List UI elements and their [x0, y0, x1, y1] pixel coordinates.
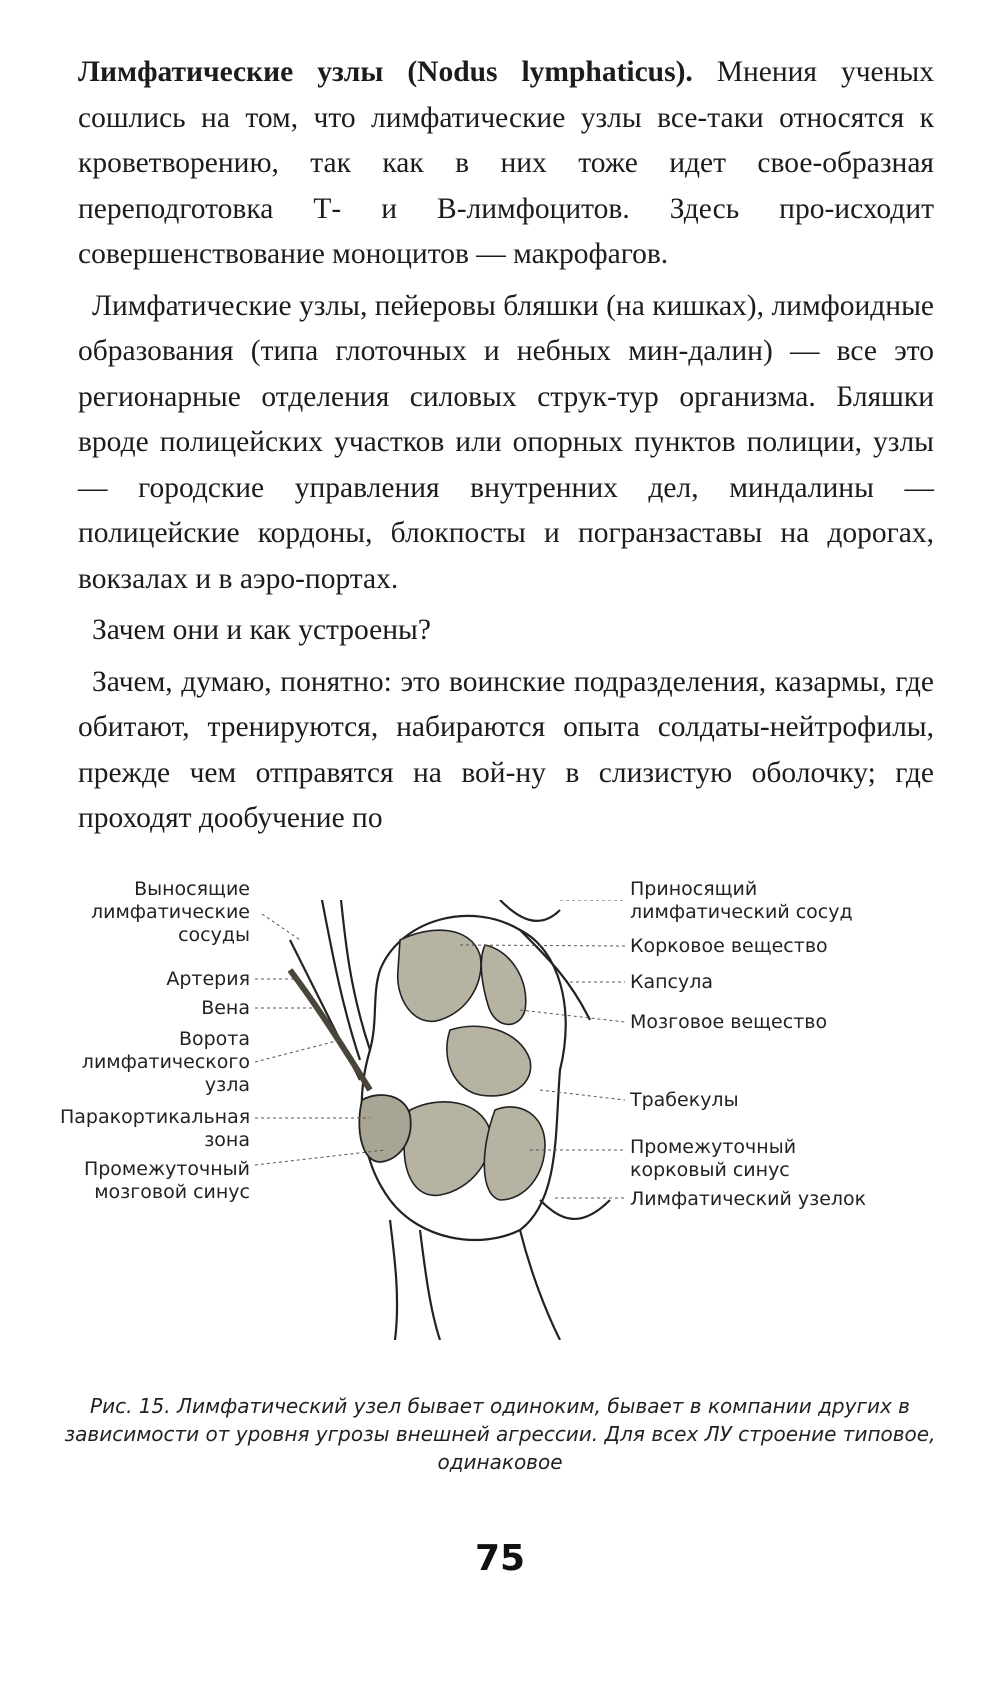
artery-vein-band — [290, 970, 370, 1090]
leader-line-medulla — [520, 1010, 625, 1022]
paragraph-2: Лимфатические узлы, пейеровы бляшки (на кишках), лимфоидные образования (типа глоточных и небных мин-далин) — все это регионарные отделения силовых струк-тур организма. Бляшки вроде полицейских участков или опорных пунктов полиции, узлы — городские управления внутренних дел, миндалины — полицейские кордоны, блокпосты и погранзаставы на дорогах, вокзалах и в аэро-портах. — [78, 289, 934, 595]
afferent-vessel-line — [500, 900, 560, 921]
label-hilum: Ворота лимфатического узла — [81, 1028, 250, 1096]
medulla-lobe — [484, 1107, 545, 1200]
leader-line-hilum — [255, 1040, 340, 1062]
page-number: 75 — [474, 1538, 526, 1579]
body-text — [78, 50, 934, 842]
lower-vessel-line — [390, 1220, 397, 1340]
lower-vessel-line — [420, 1230, 440, 1340]
section-heading: Лимфатические узлы (Nodus lymphaticus). — [78, 56, 693, 88]
label-artery: Артерия — [166, 968, 250, 990]
lower-vessel-line — [520, 1230, 560, 1340]
label-vein: Вена — [201, 997, 250, 1019]
medulla-lobe — [404, 1102, 491, 1196]
label-capsule: Капсула — [630, 971, 714, 993]
medulla-lobe — [447, 1026, 531, 1096]
efferent-vessel-line — [340, 900, 370, 1050]
efferent-vessel-line — [320, 900, 360, 1060]
label-afferent-vessel: Приносящий лимфатический сосуд — [630, 878, 853, 923]
label-cortical-sinus: Промежуточный корковый синус — [630, 1136, 797, 1181]
leader-line-trabeculae — [540, 1090, 625, 1100]
lymph-node-figure — [0, 878, 1000, 1340]
paracortical-zone — [359, 1095, 410, 1162]
paragraph-4: Зачем, думаю, понятно: это воинские подразделения, казармы, где обитают, тренируются, набираются опыта солдаты-нейтрофилы, прежде чем отправятся на вой-ну в слизистую оболочку; где проходят дообучение по — [78, 665, 934, 834]
paragraph-3: Зачем они и как устроены? — [92, 614, 431, 646]
figure-caption: Рис. 15. Лимфатический узел бывает одиноким, бывает в компании других в зависимости от уровня угрозы внешней агрессии. Для всех ЛУ строение типовое, одинаковое — [64, 1394, 936, 1474]
label-cortex: Корковое вещество — [630, 935, 828, 957]
label-lymph-nodule: Лимфатический узелок — [630, 1188, 867, 1210]
paragraph-1 — [78, 50, 934, 278]
label-medullary-sinus: Промежуточный мозговой синус — [83, 1158, 250, 1203]
label-paracortex: Паракортикальная зона — [60, 1106, 251, 1151]
label-trabeculae: Трабекулы — [630, 1089, 739, 1111]
label-efferent-vessels: Выносящие лимфатические сосуды — [90, 878, 250, 946]
cortex-lobe — [398, 930, 481, 1021]
leader-line-efferent — [262, 914, 300, 940]
cortex-lobe — [481, 945, 525, 1024]
afferent-vessel-line — [520, 930, 590, 1020]
paragraph-1-text: Мнения ученых сошлись на том, что лимфатические узлы все-таки относятся к кроветворению, так как в них тоже идет свое-образная переподготовка Т- и В-лимфоцитов. Здесь про-исходит совершенствование моноцитов — макрофагов. — [78, 56, 935, 270]
label-medulla: Мозговое вещество — [630, 1011, 828, 1033]
lower-vessel-line — [540, 1200, 610, 1219]
